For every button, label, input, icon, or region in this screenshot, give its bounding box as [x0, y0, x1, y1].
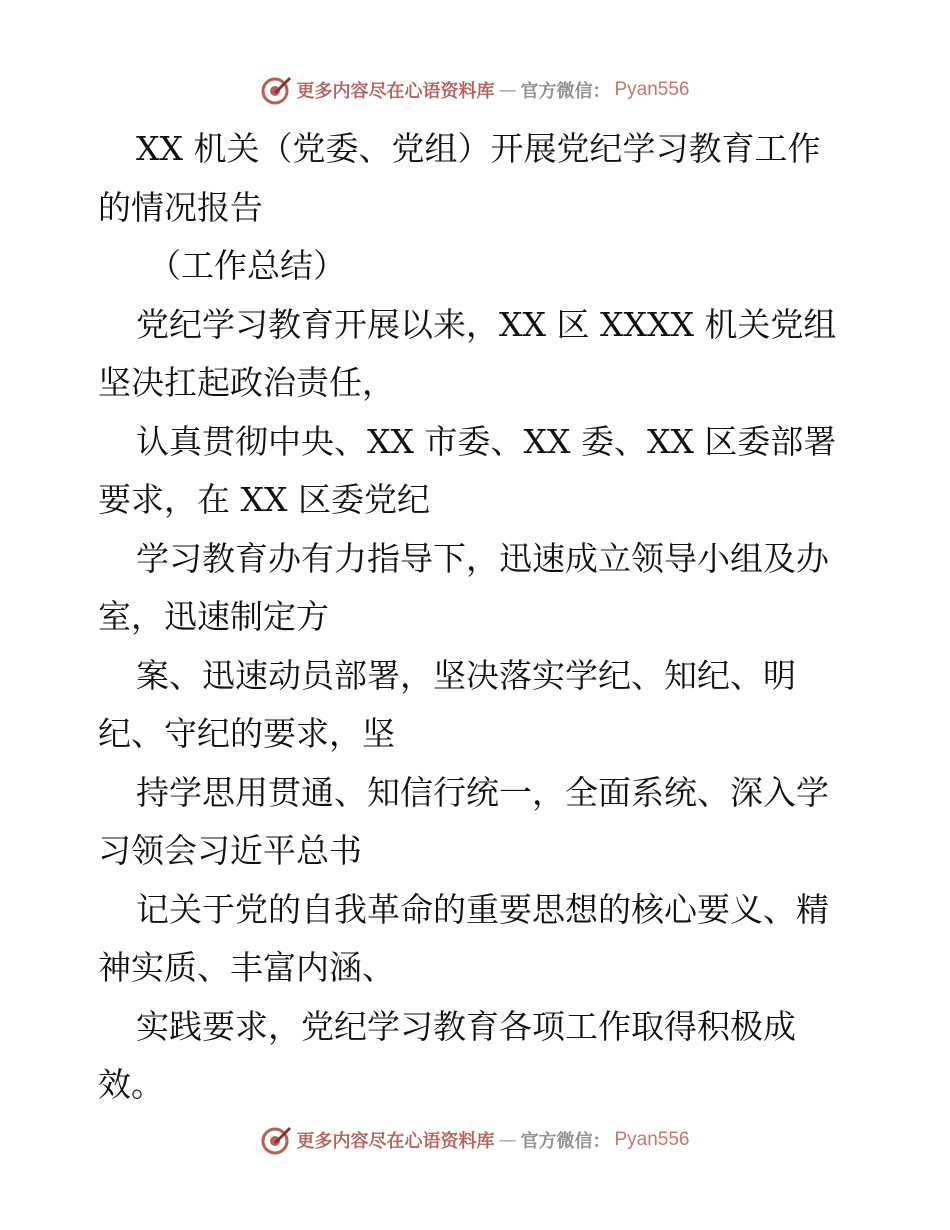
paragraph-line: 习领会习近平总书: [98, 831, 362, 870]
watermark-dash: —: [498, 1129, 517, 1151]
wechat-label: 官方微信：: [520, 81, 611, 102]
document-subtitle: （工作总结）: [148, 246, 346, 285]
paragraph-line: 坚决扛起政治责任，: [98, 363, 395, 402]
paragraph-line: 认真贯彻中央、XX 市委、XX 委、XX 区委部署: [136, 421, 837, 461]
paragraph-line: 室，迅速制定方: [98, 597, 329, 636]
paragraph-line: 案、迅速动员部署，坚决落实学纪、知纪、明: [136, 655, 796, 695]
wechat-id: Pyan556: [614, 1129, 690, 1150]
paragraph-line: 效。: [98, 1065, 164, 1104]
paragraph-line: 党纪学习教育开展以来，XX 区 XXXX 机关党组: [136, 304, 837, 344]
paragraph-line: 要求，在 XX 区委党纪: [98, 480, 430, 519]
paragraph-line: 持学思用贯通、知信行统一，全面系统、深入学: [136, 772, 829, 812]
wechat-id: Pyan556: [614, 79, 690, 100]
document-title-line: 的情况报告: [98, 187, 263, 227]
paragraph-line: 纪、守纪的要求，坚: [98, 714, 395, 753]
watermark-dash: —: [498, 79, 517, 101]
watermark-text: 更多内容尽在心语资料库: [296, 1131, 495, 1152]
document-body: [98, 120, 858, 1115]
paragraph-line: 记关于党的自我革命的重要思想的核心要义、精: [136, 889, 829, 929]
wechat-label: 官方微信：: [520, 1131, 611, 1152]
paragraph-line: 神实质、丰富内涵、: [98, 948, 395, 987]
watermark-text: 更多内容尽在心语资料库: [296, 81, 495, 102]
pen-quill-logo-icon: [260, 1124, 292, 1156]
pen-quill-logo-icon: [260, 74, 292, 106]
paragraph-line: 学习教育办有力指导下，迅速成立领导小组及办: [136, 538, 829, 578]
header-watermark-banner: [0, 70, 950, 110]
footer-watermark-banner: [0, 1120, 950, 1160]
document-title-line: XX 机关（党委、党组）开展党纪学习教育工作: [136, 129, 821, 168]
paragraph-line: 实践要求，党纪学习教育各项工作取得积极成: [136, 1006, 796, 1046]
